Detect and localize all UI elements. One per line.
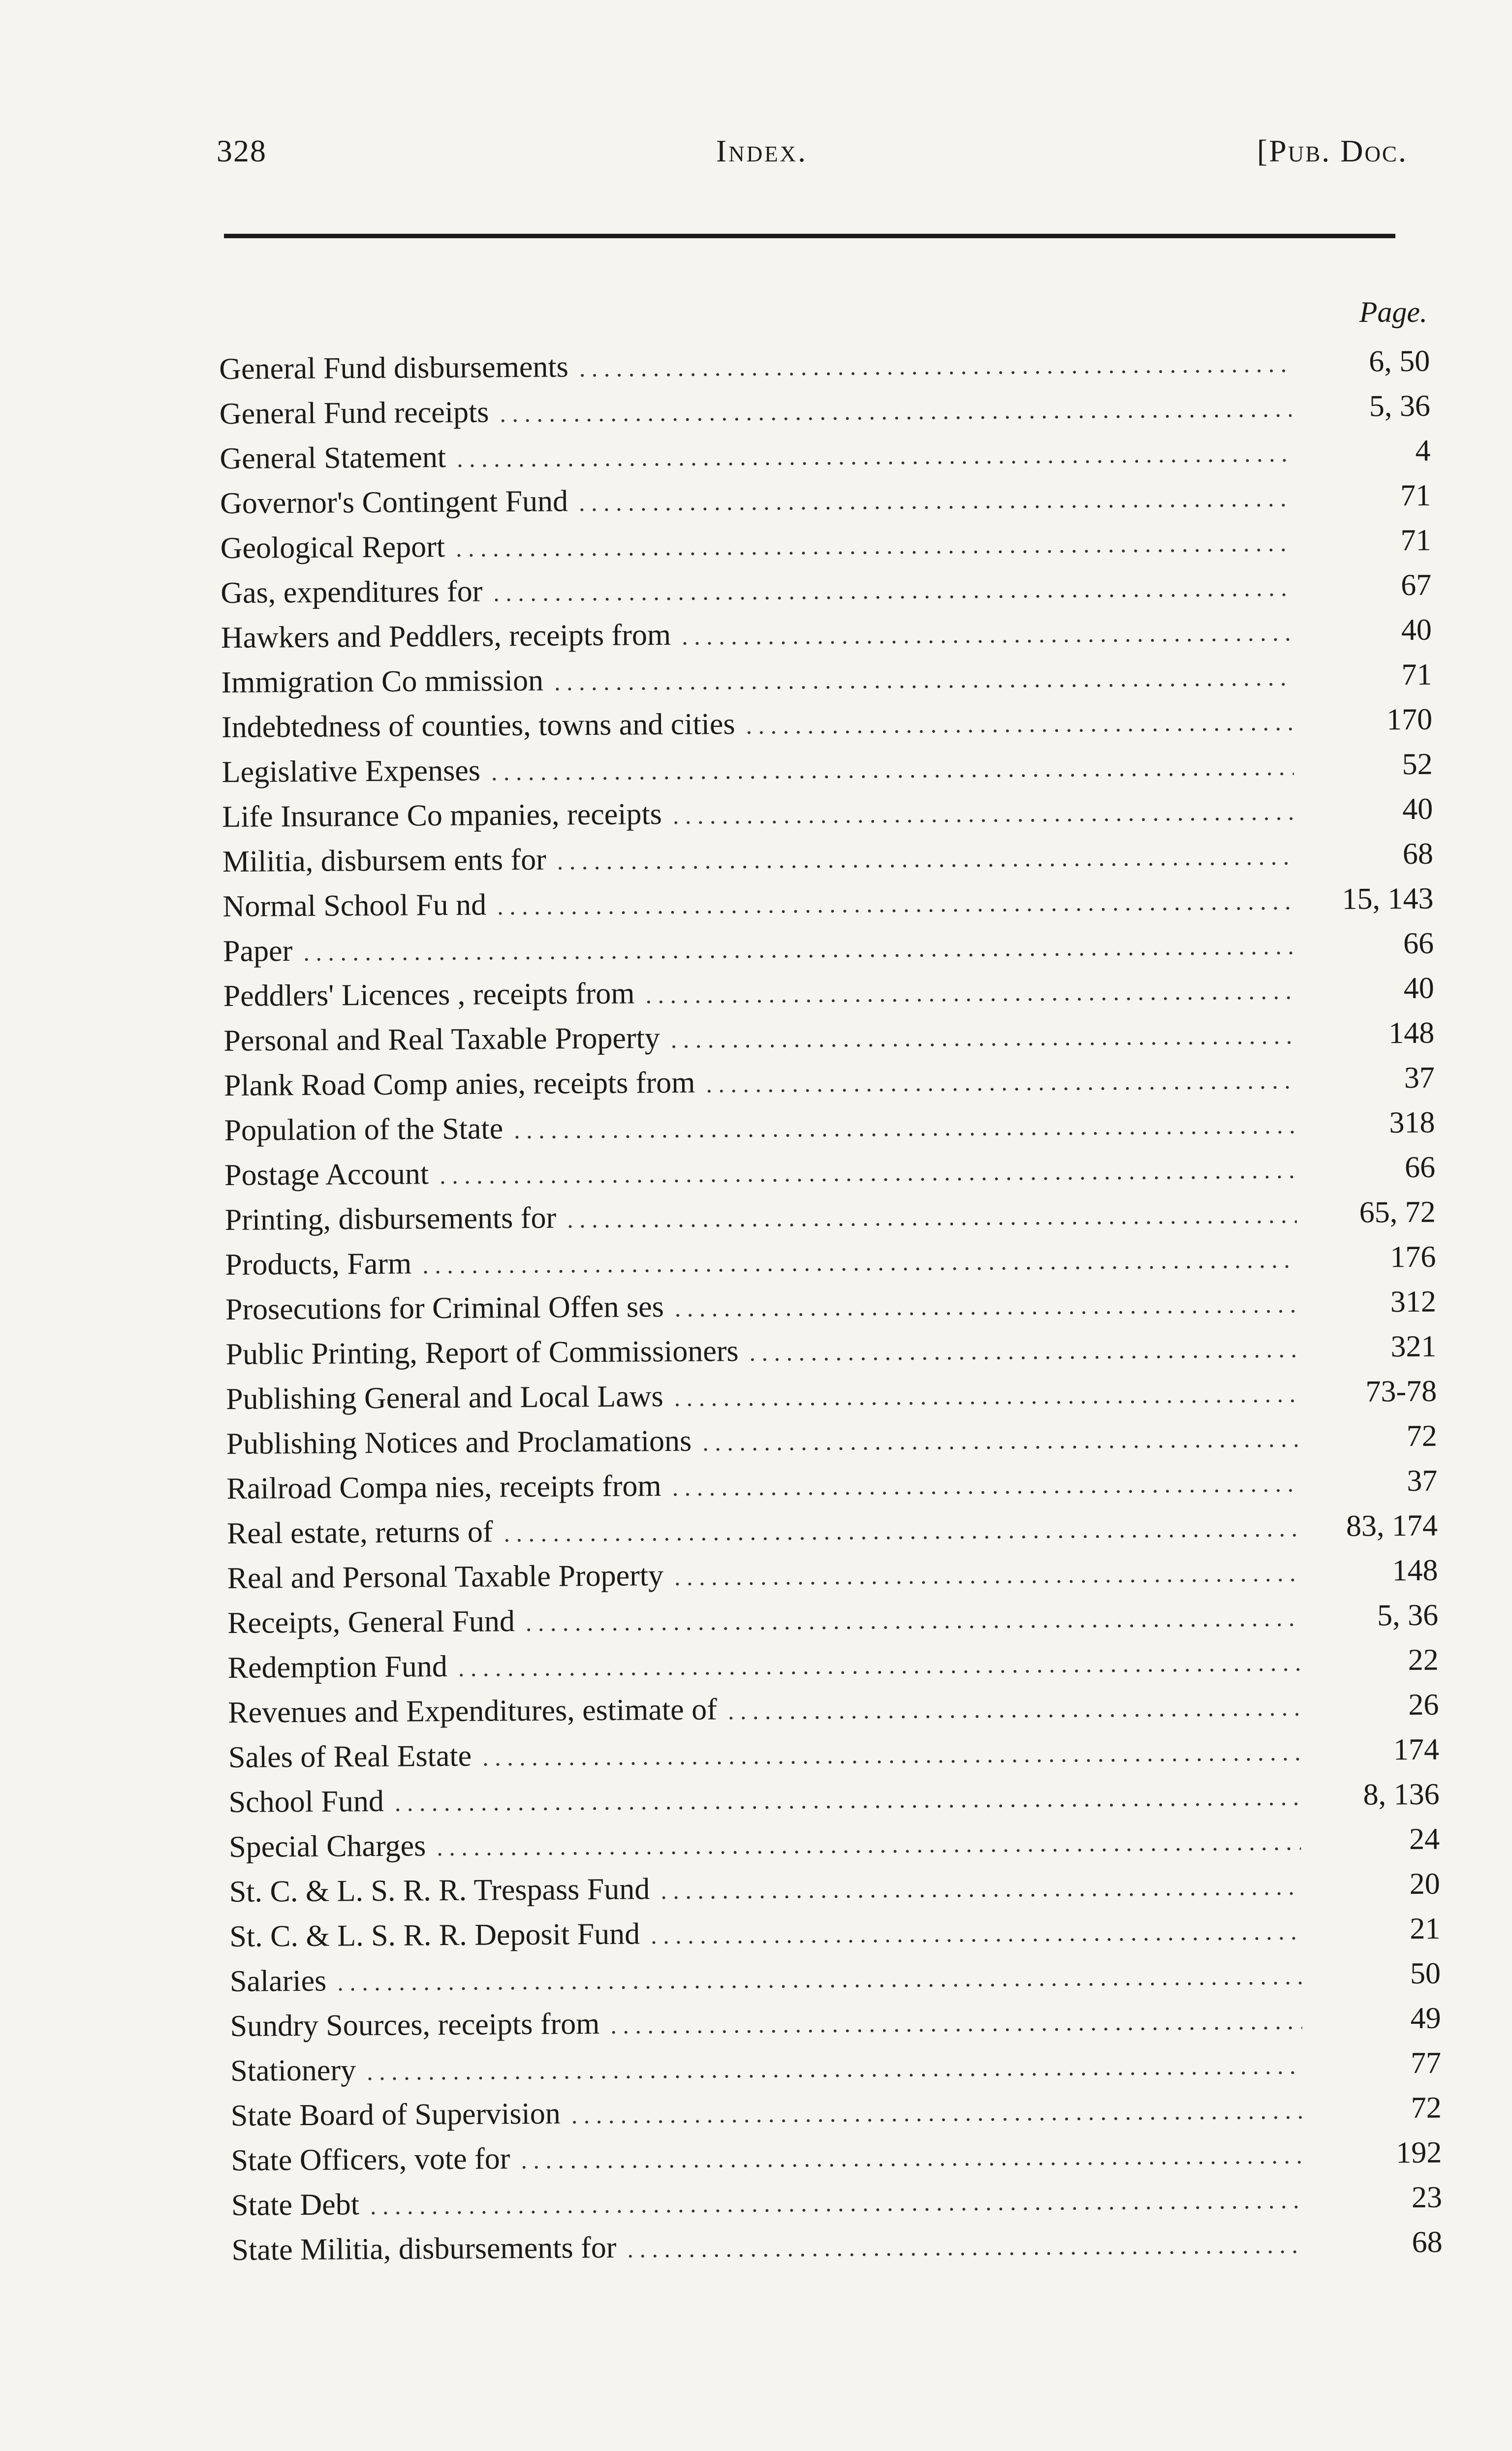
entry-term: State Militia, disbursements for bbox=[231, 2231, 617, 2267]
index-entry bbox=[227, 1548, 1438, 1601]
entry-term: General Statement bbox=[220, 440, 446, 475]
dot-leader bbox=[521, 2133, 1303, 2183]
index-entry bbox=[228, 1638, 1439, 1691]
entry-pages: 68 bbox=[1402, 837, 1434, 871]
entry-pages: 312 bbox=[1390, 1285, 1437, 1319]
index-entry bbox=[224, 1145, 1436, 1198]
dot-leader bbox=[440, 1148, 1297, 1198]
entry-pages: 37 bbox=[1407, 1464, 1438, 1498]
dot-leader bbox=[675, 1282, 1298, 1331]
entry-term: Paper bbox=[222, 934, 293, 968]
index-entry bbox=[220, 384, 1431, 437]
entry-term: State Officers, vote for bbox=[231, 2142, 510, 2177]
index-entry bbox=[224, 1100, 1435, 1153]
entry-term: Hawkers and Peddlers, receipts from bbox=[220, 618, 671, 655]
entry-pages: 50 bbox=[1410, 1956, 1441, 1991]
dot-leader bbox=[728, 1685, 1300, 1733]
index-entry bbox=[227, 1504, 1438, 1556]
header-rule bbox=[224, 234, 1395, 238]
entry-term: Real and Personal Taxable Property bbox=[227, 1559, 664, 1595]
entry-pages: 72 bbox=[1406, 1419, 1437, 1453]
entry-term: School Fund bbox=[228, 1784, 384, 1819]
entry-pages: 66 bbox=[1404, 1150, 1436, 1185]
entry-term: Militia, disbursem ents for bbox=[222, 843, 546, 879]
dot-leader bbox=[493, 566, 1293, 616]
dot-leader bbox=[526, 1595, 1300, 1645]
dot-leader bbox=[627, 2222, 1304, 2271]
index-entry bbox=[231, 2175, 1443, 2228]
index-entry bbox=[222, 877, 1434, 929]
dot-leader bbox=[651, 1909, 1302, 1958]
entry-term: Publishing General and Local Laws bbox=[225, 1380, 663, 1416]
entry-term: Real estate, returns of bbox=[226, 1515, 493, 1550]
index-entry bbox=[221, 608, 1432, 660]
dot-leader bbox=[367, 2043, 1303, 2094]
entry-term: State Debt bbox=[231, 2188, 360, 2222]
entry-term: Gas, expenditures for bbox=[220, 574, 483, 610]
entry-pages: 40 bbox=[1401, 613, 1432, 647]
index-entry bbox=[224, 1190, 1436, 1243]
entry-term: Indebtedness of counties, towns and cities bbox=[221, 707, 735, 744]
entry-pages: 71 bbox=[1400, 478, 1431, 513]
entry-pages: 5, 36 bbox=[1377, 1598, 1439, 1633]
entry-term: Public Printing, Report of Commissioners bbox=[225, 1334, 739, 1371]
entry-term: Prosecutions for Criminal Offen ses bbox=[225, 1290, 664, 1326]
entry-pages: 4 bbox=[1415, 434, 1431, 468]
dot-leader bbox=[437, 1819, 1301, 1870]
entry-pages: 21 bbox=[1410, 1912, 1441, 1946]
index-entry bbox=[229, 1862, 1441, 1915]
index-entry bbox=[226, 1459, 1438, 1511]
entry-pages: 148 bbox=[1392, 1553, 1438, 1588]
index-entries bbox=[219, 339, 1443, 2273]
entry-pages: 15, 143 bbox=[1342, 881, 1434, 916]
dot-leader bbox=[514, 1103, 1296, 1153]
entry-pages: 192 bbox=[1396, 2136, 1442, 2170]
dot-leader bbox=[661, 1864, 1301, 1913]
dot-leader bbox=[482, 1729, 1300, 1780]
entry-term: Plank Road Comp anies, receipts from bbox=[223, 1066, 695, 1102]
entry-pages: 77 bbox=[1410, 2046, 1442, 2080]
dot-leader bbox=[571, 2088, 1303, 2137]
dot-leader bbox=[673, 789, 1294, 838]
index-entry bbox=[220, 518, 1431, 571]
entry-pages: 37 bbox=[1404, 1061, 1435, 1095]
entry-pages: 71 bbox=[1400, 523, 1431, 558]
dot-leader bbox=[337, 1953, 1302, 2005]
page-number: 328 bbox=[217, 133, 267, 168]
entry-term: Governor's Contingent Fund bbox=[220, 484, 568, 520]
dot-leader bbox=[610, 1998, 1302, 2047]
index-entry bbox=[220, 473, 1431, 526]
page-header bbox=[217, 133, 1408, 192]
entry-term: Immigration Co mmission bbox=[221, 663, 544, 699]
dot-leader bbox=[682, 610, 1293, 659]
index-entry bbox=[219, 339, 1430, 392]
dot-leader bbox=[395, 1774, 1301, 1825]
index-entry bbox=[224, 1056, 1435, 1108]
entry-term: State Board of Supervision bbox=[230, 2097, 561, 2133]
index-entry bbox=[221, 653, 1432, 705]
entry-term: Normal School Fu nd bbox=[222, 888, 487, 923]
entry-pages: 318 bbox=[1389, 1105, 1435, 1140]
index-entry bbox=[228, 1772, 1440, 1825]
index-entry bbox=[222, 832, 1434, 884]
entry-pages: 71 bbox=[1401, 658, 1432, 692]
entry-pages: 23 bbox=[1411, 2180, 1443, 2215]
index-entry bbox=[230, 1996, 1441, 2049]
index-entry bbox=[231, 2131, 1442, 2183]
index-entry bbox=[225, 1235, 1436, 1288]
index-entry bbox=[221, 697, 1433, 750]
index-entry bbox=[220, 429, 1431, 481]
index-entry bbox=[230, 1951, 1441, 2004]
dot-leader bbox=[702, 1416, 1298, 1465]
entry-term: Printing, disbursements for bbox=[224, 1201, 557, 1237]
index-entry bbox=[220, 563, 1432, 616]
index-entry bbox=[230, 2041, 1442, 2094]
entry-term: Sundry Sources, receipts from bbox=[230, 2007, 600, 2043]
entry-pages: 66 bbox=[1403, 926, 1434, 961]
index-entry bbox=[225, 1280, 1437, 1332]
entry-term: Legislative Expenses bbox=[221, 754, 481, 789]
index-entry bbox=[226, 1369, 1437, 1422]
dot-leader bbox=[557, 834, 1294, 884]
entry-pages: 68 bbox=[1412, 2225, 1443, 2260]
entry-term: General Fund receipts bbox=[219, 395, 489, 431]
entry-term: Special Charges bbox=[228, 1829, 426, 1864]
entry-term: Geological Report bbox=[220, 530, 445, 565]
entry-term: Railroad Compa nies, receipts from bbox=[226, 1469, 662, 1506]
dot-leader bbox=[456, 521, 1292, 571]
entry-term: Redemption Fund bbox=[227, 1649, 448, 1685]
page-column-heading: Page. bbox=[1359, 296, 1427, 328]
entry-term: Sales of Real Estate bbox=[228, 1739, 472, 1774]
dot-leader bbox=[674, 1551, 1299, 1600]
entry-pages: 8, 136 bbox=[1363, 1777, 1440, 1812]
index-entry bbox=[227, 1593, 1439, 1646]
dot-leader bbox=[579, 342, 1291, 391]
dot-leader bbox=[672, 1461, 1298, 1510]
index-entry bbox=[225, 1324, 1437, 1377]
index-entry bbox=[222, 787, 1433, 840]
dot-leader bbox=[491, 745, 1294, 795]
index-entry bbox=[221, 742, 1433, 795]
dot-leader bbox=[674, 1372, 1298, 1420]
dot-leader bbox=[645, 969, 1295, 1018]
entry-term: St. C. & L. S. R. R. Deposit Fund bbox=[229, 1917, 640, 1953]
dot-leader bbox=[504, 1506, 1299, 1556]
index-entry bbox=[229, 1817, 1440, 1870]
index-entry bbox=[228, 1728, 1440, 1780]
entry-term: Postage Account bbox=[224, 1157, 429, 1192]
dot-leader bbox=[746, 700, 1293, 748]
entry-pages: 5, 36 bbox=[1369, 389, 1431, 423]
dot-leader bbox=[706, 1058, 1296, 1107]
entry-term: General Fund disbursements bbox=[219, 350, 568, 386]
entry-pages: 72 bbox=[1411, 2091, 1442, 2125]
dot-leader bbox=[567, 1193, 1297, 1242]
entry-pages: 83, 174 bbox=[1346, 1508, 1438, 1543]
entry-term: Life Insurance Co mpanies, receipts bbox=[222, 797, 662, 834]
dot-leader bbox=[458, 1640, 1300, 1690]
entry-term: Revenues and Expenditures, estimate of bbox=[228, 1693, 718, 1729]
dot-leader bbox=[370, 2177, 1304, 2229]
dot-leader bbox=[457, 431, 1292, 481]
entry-term: Personal and Real Taxable Property bbox=[223, 1021, 660, 1058]
entry-pages: 49 bbox=[1410, 2001, 1441, 2036]
dot-leader bbox=[422, 1237, 1297, 1288]
index-entry bbox=[229, 1907, 1441, 1959]
entry-term: Peddlers' Licences , receipts from bbox=[223, 976, 635, 1013]
entry-pages: 73-78 bbox=[1365, 1374, 1437, 1409]
entry-pages: 20 bbox=[1409, 1867, 1440, 1901]
entry-pages: 170 bbox=[1386, 702, 1433, 737]
entry-pages: 24 bbox=[1409, 1822, 1440, 1856]
dot-leader bbox=[749, 1327, 1298, 1375]
entry-term: Salaries bbox=[229, 1964, 327, 1998]
dot-leader bbox=[303, 924, 1295, 975]
entry-pages: 26 bbox=[1408, 1688, 1439, 1722]
entry-term: Receipts, General Fund bbox=[227, 1604, 515, 1640]
entry-term: Population of the State bbox=[224, 1112, 504, 1147]
index-entry bbox=[228, 1683, 1439, 1735]
index-entry bbox=[231, 2220, 1443, 2273]
entry-pages: 67 bbox=[1401, 568, 1432, 602]
dot-leader bbox=[500, 386, 1292, 437]
entry-pages: 22 bbox=[1408, 1643, 1439, 1677]
entry-term: Stationery bbox=[230, 2053, 356, 2088]
index-entry bbox=[226, 1414, 1437, 1467]
index-entry bbox=[223, 1011, 1435, 1064]
index-entry bbox=[223, 921, 1434, 974]
dot-leader bbox=[670, 1013, 1295, 1062]
entry-pages: 321 bbox=[1390, 1329, 1437, 1364]
entry-term: Publishing Notices and Proclamations bbox=[226, 1424, 692, 1461]
entry-pages: 52 bbox=[1402, 747, 1433, 782]
index-entry bbox=[223, 966, 1434, 1019]
entry-term: Products, Farm bbox=[225, 1247, 412, 1282]
running-title: Index. bbox=[716, 133, 808, 168]
entry-term: St. C. & L. S. R. R. Trespass Fund bbox=[229, 1872, 650, 1909]
entry-pages: 6, 50 bbox=[1369, 344, 1430, 378]
entry-pages: 40 bbox=[1402, 792, 1433, 826]
entry-pages: 174 bbox=[1393, 1732, 1440, 1767]
entry-pages: 40 bbox=[1403, 971, 1434, 1006]
dot-leader bbox=[579, 476, 1292, 526]
entry-pages: 65, 72 bbox=[1359, 1195, 1436, 1229]
dot-leader bbox=[497, 879, 1295, 929]
dot-leader bbox=[554, 655, 1293, 705]
entry-pages: 176 bbox=[1390, 1240, 1436, 1274]
index-entry bbox=[231, 2086, 1442, 2138]
entry-pages: 148 bbox=[1388, 1016, 1435, 1050]
document-mark: [Pub. Doc. bbox=[1257, 133, 1408, 168]
